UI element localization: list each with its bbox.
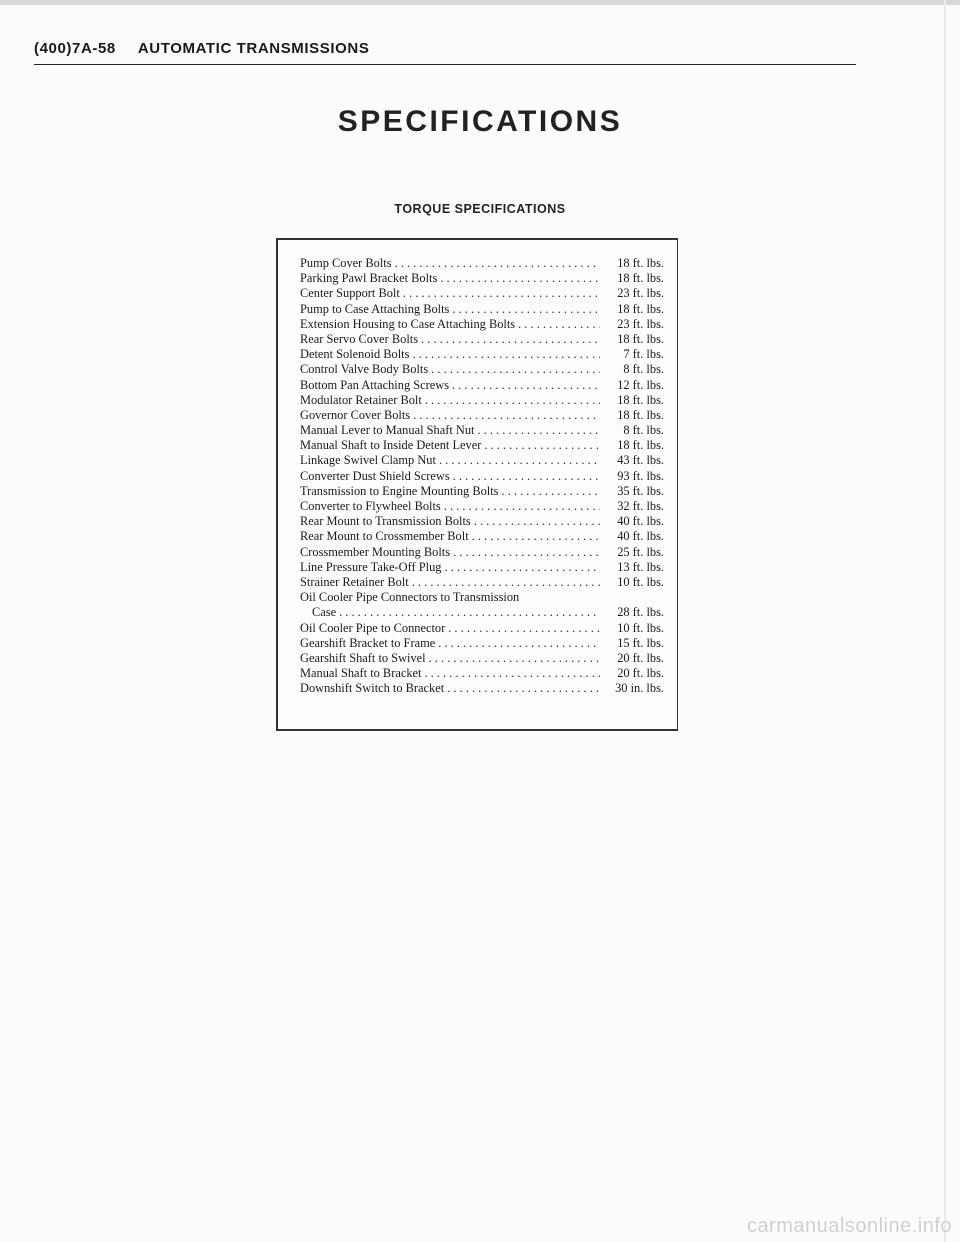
spec-label: Strainer Retainer Bolt: [300, 574, 409, 589]
leader-dots: [444, 499, 600, 514]
spec-value: 18 ft. lbs.: [617, 438, 664, 453]
spec-row: [300, 666, 664, 681]
spec-label: Crossmember Mounting Bolts: [300, 544, 451, 559]
spec-label: Detent Solenoid Bolts: [300, 347, 410, 362]
spec-row: [300, 560, 664, 575]
spec-value: 28 ft. lbs.: [617, 605, 664, 620]
spec-row: [300, 362, 664, 377]
spec-value: 32 ft. lbs.: [617, 499, 664, 513]
leader-dots: [453, 545, 600, 560]
spec-row: [300, 651, 664, 666]
spec-label: Rear Servo Cover Bolts: [300, 331, 419, 346]
leader-dots: [339, 605, 600, 620]
leader-dots: [472, 529, 600, 544]
torque-spec-list: [300, 256, 664, 696]
spec-value: 18 ft. lbs.: [617, 301, 664, 316]
spec-value: 10 ft. lbs.: [617, 574, 664, 589]
spec-row: [300, 423, 664, 438]
spec-value: 23 ft. lbs.: [617, 316, 664, 331]
spec-value: 8 ft. lbs.: [623, 362, 664, 377]
spec-label: Pump Cover Bolts: [300, 256, 392, 270]
leader-dots: [448, 621, 600, 636]
spec-value: 13 ft. lbs.: [617, 559, 664, 574]
spec-row: [300, 378, 664, 393]
spec-row: [300, 256, 664, 271]
spec-label: Bottom Pan Attaching Screws: [300, 377, 450, 392]
spec-row: [300, 499, 664, 514]
spec-row: [300, 438, 664, 453]
spec-row: [300, 621, 664, 636]
spec-label: Gearshift Bracket to Frame: [300, 635, 436, 650]
spec-value: 18 ft. lbs.: [617, 407, 664, 422]
spec-row: [300, 286, 664, 301]
leader-dots: [424, 666, 600, 681]
spec-row: [300, 681, 664, 696]
spec-row: [300, 575, 664, 590]
spec-label: Modulator Retainer Bolt: [300, 392, 422, 407]
leader-dots: [413, 408, 600, 423]
spec-row: [300, 302, 664, 317]
leader-dots: [440, 271, 600, 286]
leader-dots: [484, 438, 600, 453]
spec-value: 35 ft. lbs.: [617, 483, 664, 498]
leader-dots: [477, 423, 600, 438]
spec-row: [300, 545, 664, 560]
spec-value: 20 ft. lbs.: [617, 650, 664, 665]
spec-label: Parking Pawl Bracket Bolts: [300, 271, 438, 286]
leader-dots: [421, 332, 600, 347]
spec-row: [300, 636, 664, 651]
spec-label: Control Valve Body Bolts: [300, 362, 429, 377]
spec-label: Rear Mount to Crossmember Bolt: [300, 529, 469, 544]
spec-value: 93 ft. lbs.: [617, 468, 664, 483]
spec-label: Oil Cooler Pipe Connectors to Transmission: [300, 590, 520, 605]
leader-dots: [502, 484, 600, 499]
spec-value: 25 ft. lbs.: [617, 544, 664, 559]
spec-label: Downshift Switch to Bracket: [300, 681, 445, 696]
leader-dots: [412, 575, 600, 590]
spec-label: Oil Cooler Pipe to Connector: [300, 620, 446, 635]
spec-label: Manual Lever to Manual Shaft Nut: [300, 423, 475, 438]
leader-dots: [452, 302, 600, 317]
spec-row: [300, 514, 664, 529]
leader-dots: [438, 636, 600, 651]
spec-row: [300, 271, 664, 286]
leader-dots: [447, 681, 600, 696]
spec-label: Transmission to Engine Mounting Bolts: [300, 483, 499, 498]
spec-row-label-line: [300, 590, 664, 605]
spec-value: 18 ft. lbs.: [617, 392, 664, 407]
spec-row: [300, 332, 664, 347]
spec-row: [300, 317, 664, 332]
spec-row: [300, 605, 664, 620]
spec-row: [300, 529, 664, 544]
section-title: AUTOMATIC TRANSMISSIONS: [137, 40, 370, 57]
torque-spec-box: [276, 238, 678, 731]
spec-row: [300, 469, 664, 484]
spec-label: Center Support Bolt: [300, 286, 400, 301]
leader-dots: [518, 317, 600, 332]
leader-dots: [412, 347, 600, 362]
spec-row: [300, 484, 664, 499]
spec-value: 18 ft. lbs.: [617, 256, 664, 270]
top-edge-rule: [0, 0, 960, 5]
spec-label: Converter to Flywheel Bolts: [300, 499, 441, 513]
spec-value: 30 in. lbs.: [615, 681, 664, 696]
spec-label: Rear Mount to Transmission Bolts: [300, 514, 471, 529]
spec-value: 12 ft. lbs.: [617, 377, 664, 392]
spec-row: [300, 453, 664, 468]
spec-value: 8 ft. lbs.: [623, 423, 664, 438]
spec-label: Line Pressure Take-Off Plug: [300, 559, 442, 574]
leader-dots: [474, 514, 600, 529]
right-edge-shadow: [944, 0, 946, 1242]
spec-label: Manual Shaft to Inside Detent Lever: [300, 438, 482, 453]
table-title: TORQUE SPECIFICATIONS: [394, 202, 566, 216]
leader-dots: [453, 469, 600, 484]
spec-value: 40 ft. lbs.: [617, 529, 664, 544]
spec-label: Manual Shaft to Bracket: [300, 666, 422, 681]
leader-dots: [425, 393, 600, 408]
spec-label: Linkage Swivel Clamp Nut: [300, 453, 436, 468]
spec-label: Extension Housing to Case Attaching Bolts: [300, 316, 516, 331]
watermark-text: carmanualsonline.info: [746, 1215, 952, 1237]
spec-label: Converter Dust Shield Screws: [300, 468, 450, 483]
spec-value: 20 ft. lbs.: [617, 666, 664, 681]
page-title: SPECIFICATIONS: [337, 105, 623, 138]
leader-dots: [431, 362, 600, 377]
spec-label: Gearshift Shaft to Swivel: [300, 650, 426, 665]
leader-dots: [403, 286, 600, 301]
spec-row: [300, 408, 664, 423]
running-head: [34, 40, 856, 65]
leader-dots: [429, 651, 600, 666]
spec-label: Pump to Case Attaching Bolts: [300, 301, 450, 316]
spec-row: [300, 347, 664, 362]
leader-dots: [395, 256, 600, 271]
spec-value: 10 ft. lbs.: [617, 620, 664, 635]
spec-value: 23 ft. lbs.: [617, 286, 664, 301]
page-code: (400)7A-58: [34, 40, 116, 57]
spec-value: 7 ft. lbs.: [623, 347, 664, 362]
spec-value: 15 ft. lbs.: [617, 635, 664, 650]
spec-value: 18 ft. lbs.: [617, 271, 664, 286]
spec-value: 43 ft. lbs.: [617, 453, 664, 468]
spec-label: Governor Cover Bolts: [300, 407, 411, 422]
spec-value: 40 ft. lbs.: [617, 514, 664, 529]
leader-dots: [444, 560, 600, 575]
spec-row: [300, 393, 664, 408]
leader-dots: [452, 378, 600, 393]
spec-label: Case: [312, 605, 337, 620]
leader-dots: [439, 453, 600, 468]
spec-value: 18 ft. lbs.: [617, 331, 664, 346]
